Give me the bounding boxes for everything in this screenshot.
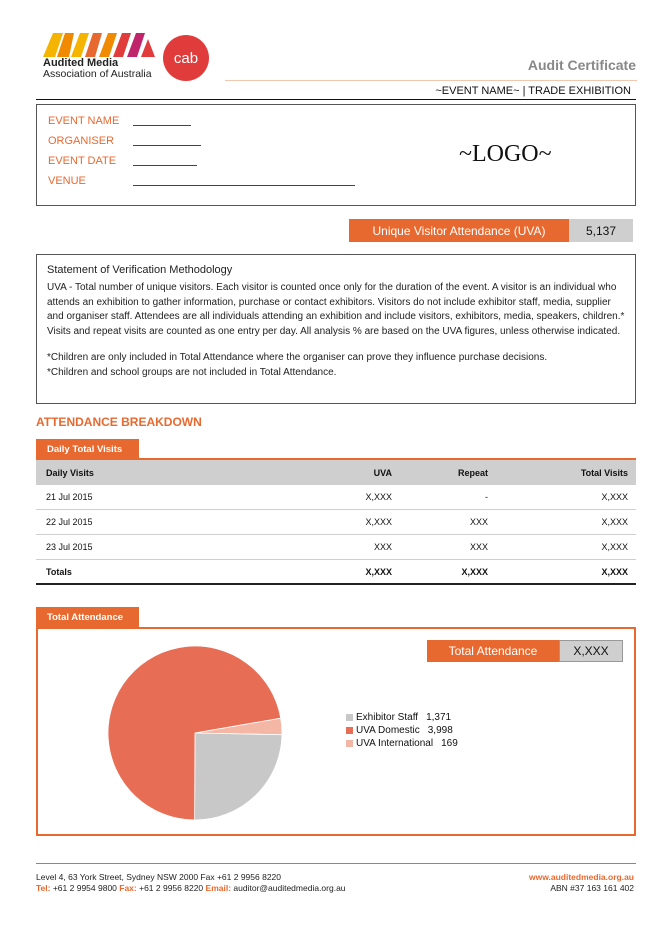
brand-name: Audited Media: [43, 57, 119, 69]
total-attendance-tab: Total Attendance: [36, 607, 139, 627]
totals-label: Totals: [46, 566, 72, 577]
col-total-visits: Total Visits: [580, 467, 628, 478]
footer-address: Level 4, 63 York Street, Sydney NSW 2000 Fax +61 2 9956 8220: [36, 872, 282, 882]
col-repeat: Repeat: [457, 467, 488, 478]
organiser-field: [133, 145, 201, 146]
legend-swatch-uva-international: [346, 740, 353, 747]
email-value[interactable]: auditor@auditedmedia.org.au: [231, 883, 346, 893]
venue-label: VENUE: [48, 175, 86, 187]
attendance-breakdown-title: ATTENDANCE BREAKDOWN: [36, 415, 202, 429]
total-attendance-label: Total Attendance: [427, 640, 559, 662]
venue-field: [133, 185, 355, 186]
table-row: [36, 485, 636, 510]
legend-label: Exhibitor Staff: [356, 712, 419, 723]
email-label: Email:: [205, 883, 232, 893]
legend-value: 1,371: [426, 712, 452, 723]
row-total: X,XXX: [601, 492, 628, 502]
legend-swatch-uva-domestic: [346, 727, 353, 734]
row-repeat: XXX: [469, 517, 488, 527]
statement-note-1: *Children are only included in Total Attendance where the organiser can prove they influence purchase decisions.: [47, 352, 548, 363]
col-daily-visits: Daily Visits: [46, 467, 94, 478]
row-repeat: -: [485, 492, 488, 502]
fax-label: Fax:: [119, 883, 137, 893]
table-row: [36, 510, 636, 535]
total-attendance-value: X,XXX: [559, 640, 623, 662]
legend-label: UVA Domestic: [356, 725, 420, 736]
totals-repeat: X,XXX: [461, 566, 488, 577]
legend-swatch-exhibitor-staff: [346, 714, 353, 721]
footer-website-link[interactable]: www.auditedmedia.org.au: [528, 872, 634, 882]
legend-item-uva-international: [346, 737, 458, 750]
legend-value: 169: [441, 738, 458, 749]
row-total: X,XXX: [601, 542, 628, 552]
row-uva: X,XXX: [365, 517, 392, 527]
table-row: [36, 535, 636, 560]
table-header-row: [36, 460, 636, 485]
totals-uva: X,XXX: [365, 566, 392, 577]
legend-value: 3,998: [427, 725, 453, 736]
row-uva: XXX: [373, 542, 392, 552]
tel-label: Tel:: [36, 883, 51, 893]
col-uva: UVA: [373, 467, 392, 478]
tel-value: +61 2 9954 9800: [50, 883, 120, 893]
document-title: Audit Certificate: [527, 57, 636, 73]
statement-note-2: *Children and school groups are not included in Total Attendance.: [47, 366, 337, 378]
row-date: 22 Jul 2015: [46, 517, 93, 527]
fax-value: +61 2 9956 8220: [136, 883, 206, 893]
table-totals-row: [36, 560, 636, 585]
event-title: ~EVENT NAME~ | TRADE EXHIBITION: [435, 85, 631, 97]
header-divider: [36, 99, 636, 100]
event-name-field: [133, 125, 191, 126]
row-total: X,XXX: [601, 517, 628, 527]
footer-abn: ABN #37 163 161 402: [550, 883, 634, 893]
brand-subtitle: Association of Australia: [43, 68, 152, 80]
row-date: 23 Jul 2015: [46, 542, 93, 552]
row-uva: X,XXX: [365, 492, 392, 502]
event-name-label: EVENT NAME: [48, 115, 120, 127]
logo-placeholder: ~LOGO~: [459, 141, 552, 167]
pie-legend: [346, 711, 458, 750]
aama-logo-icon: [43, 33, 155, 57]
event-date-label: EVENT DATE: [48, 155, 117, 167]
event-date-field: [133, 165, 197, 166]
uva-label: Unique Visitor Attendance (UVA): [349, 219, 569, 242]
legend-item-exhibitor-staff: [346, 711, 458, 724]
legend-label: UVA International: [356, 738, 434, 749]
legend-item-uva-domestic: [346, 724, 458, 737]
row-repeat: XXX: [469, 542, 488, 552]
daily-visits-tab: Daily Total Visits: [36, 439, 139, 459]
statement-box: [36, 254, 636, 404]
organiser-label: ORGANISER: [48, 135, 115, 147]
row-date: 21 Jul 2015: [46, 492, 93, 502]
pie-slice-exhibitor-staff: [195, 733, 282, 820]
daily-visits-table: [36, 460, 636, 585]
statement-title: Statement of Verification Methodology: [47, 264, 233, 276]
attendance-pie-chart: [107, 645, 283, 821]
uva-value: 5,137: [569, 219, 633, 242]
footer-contacts: [36, 883, 346, 893]
title-divider: [225, 80, 637, 81]
cab-logo: cab: [163, 35, 209, 81]
footer-divider: [36, 863, 636, 864]
totals-total: X,XXX: [601, 566, 628, 577]
statement-body: UVA - Total number of unique visitors. Each visitor is counted once only for the duration of the event. A visitor is an individual who attends an exhibition to gather information, purchase or contact exhibitors. Visitors do not include exhibitor staff, media, supplier and organiser staff. Attendees are all individuals attending an exhibition and include visitors, exhibitors, media, speakers, children.* Visits and repeat visits are counted as one entry per day. All analysis % are based on the UVA figures, unless otherwise indicated.: [47, 282, 625, 337]
